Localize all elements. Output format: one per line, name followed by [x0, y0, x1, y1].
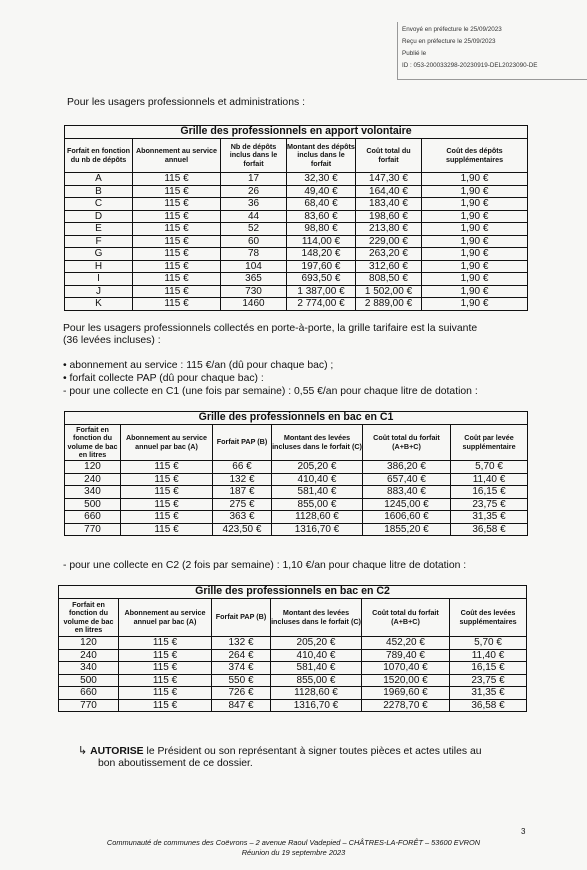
footer-meeting-date: Réunion du 19 septembre 2023	[241, 847, 346, 857]
table-cell: 115 €	[133, 248, 221, 261]
table-row	[65, 498, 528, 511]
column-header: Montant des dépôts inclus dans le forfait	[287, 139, 356, 173]
table-cell: 500	[65, 498, 121, 511]
table-row	[65, 210, 528, 223]
table-cell: 66 €	[213, 461, 272, 474]
column-header: Coût total du forfait (A+B+C)	[363, 425, 451, 461]
table-cell: 115 €	[121, 461, 213, 474]
pap-paragraph-line1: Pour les usagers professionnels collectés en porte-à-porte, la grille tarifaire est la suivante	[63, 323, 478, 334]
table-title: Grille des professionnels en bac en C1	[65, 412, 528, 425]
bullet-forfait: • forfait collecte PAP (dû pour chaque bac) :	[63, 373, 264, 384]
prefecture-stamp	[397, 22, 587, 80]
table-cell: 1245,00 €	[363, 498, 451, 511]
table-cell: 5,70 €	[451, 461, 528, 474]
table-cell: 213,80 €	[356, 223, 422, 236]
table-cell: 340	[59, 662, 119, 675]
table-cell: K	[65, 298, 133, 311]
table-cell: 340	[65, 486, 121, 499]
table-cell: 240	[65, 473, 121, 486]
table-cell: 1969,60 €	[362, 687, 450, 700]
table-cell: 660	[59, 687, 119, 700]
table-cell: 36,58 €	[450, 699, 527, 712]
column-header: Abonnement au service annuel par bac (A)	[119, 599, 212, 637]
column-header: Montant des levées incluses dans le forfait (C)	[272, 425, 363, 461]
table-cell: 770	[65, 523, 121, 536]
column-header: Abonnement au service annuel	[133, 139, 221, 173]
table-cell: 115 €	[133, 273, 221, 286]
authorise-line2: bon aboutissement de ce dossier.	[98, 758, 253, 769]
table-row	[65, 248, 528, 261]
table-cell: 1070,40 €	[362, 662, 450, 675]
table-cell: 410,40 €	[271, 649, 362, 662]
table-cell: 132 €	[213, 473, 272, 486]
table-cell: 1,90 €	[422, 198, 528, 211]
table-cell: 16,15 €	[450, 662, 527, 675]
table-cell: 660	[65, 511, 121, 524]
table-cell: 365	[221, 273, 287, 286]
table-cell: 1,90 €	[422, 285, 528, 298]
table-cell: 847 €	[212, 699, 271, 712]
table-cell: 49,40 €	[287, 185, 356, 198]
table-cell: 770	[59, 699, 119, 712]
column-header: Coût des dépôts supplémentaires	[422, 139, 528, 173]
table-cell: 198,60 €	[356, 210, 422, 223]
table-cell: 2278,70 €	[362, 699, 450, 712]
table-cell: 2 774,00 €	[287, 298, 356, 311]
column-header: Forfait en fonction du nb de dépôts	[65, 139, 133, 173]
column-header: Coût total du forfait	[356, 139, 422, 173]
table-cell: 78	[221, 248, 287, 261]
table-cell: 581,40 €	[272, 486, 363, 499]
table-cell: 115 €	[133, 223, 221, 236]
authorise-keyword: AUTORISE	[90, 746, 144, 757]
table-cell: 1,90 €	[422, 223, 528, 236]
table-cell: 60	[221, 235, 287, 248]
table-cell: 115 €	[119, 674, 212, 687]
authorise-paragraph	[78, 745, 482, 759]
table-cell: H	[65, 260, 133, 273]
table-cell: 11,40 €	[450, 649, 527, 662]
table-cell: 730	[221, 285, 287, 298]
table-cell: 1316,70 €	[272, 523, 363, 536]
column-header: Montant des levées incluses dans le forfait (C)	[271, 599, 362, 637]
footer-address: Communauté de communes des Coëvrons – 2 avenue Raoul Vadepied – CHÂTRES-LA-FORÊT – 53600 EVRON	[106, 838, 481, 847]
table-row	[59, 674, 527, 687]
table-cell: 187 €	[213, 486, 272, 499]
table-cell: 205,20 €	[271, 637, 362, 650]
table-cell: 44	[221, 210, 287, 223]
table-cell: 1,90 €	[422, 185, 528, 198]
table-cell: 1128,60 €	[271, 687, 362, 700]
table-cell: D	[65, 210, 133, 223]
table-cell: 114,00 €	[287, 235, 356, 248]
table-row	[65, 473, 528, 486]
table-cell: 855,00 €	[271, 674, 362, 687]
table-cell: 115 €	[121, 486, 213, 499]
table-row	[65, 273, 528, 286]
table-cell: 115 €	[133, 185, 221, 198]
arrow-bullet-icon: ↳	[78, 745, 88, 757]
table-cell: 115 €	[133, 235, 221, 248]
table-row	[59, 649, 527, 662]
table-cell: 115 €	[121, 511, 213, 524]
column-header: Forfait en fonction du volume de bac en litres	[65, 425, 121, 461]
table-cell: 263,20 €	[356, 248, 422, 261]
table-row	[65, 185, 528, 198]
table-cell: 120	[65, 461, 121, 474]
table-cell: 17	[221, 173, 287, 186]
table-cell: 115 €	[119, 637, 212, 650]
table-cell: 132 €	[212, 637, 271, 650]
table-cell: 312,60 €	[356, 260, 422, 273]
table-cell: 31,35 €	[450, 687, 527, 700]
table-row	[65, 523, 528, 536]
table-cell: 883,40 €	[363, 486, 451, 499]
table-cell: 36,58 €	[451, 523, 528, 536]
table-cell: 1,90 €	[422, 248, 528, 261]
table-cell: 550 €	[212, 674, 271, 687]
table-cell: 115 €	[133, 298, 221, 311]
table-cell: G	[65, 248, 133, 261]
table-title: Grille des professionnels en bac en C2	[59, 586, 527, 599]
table-cell: 115 €	[119, 662, 212, 675]
table-cell: E	[65, 223, 133, 236]
table-cell: 1460	[221, 298, 287, 311]
table-cell: 423,50 €	[213, 523, 272, 536]
table-row	[65, 235, 528, 248]
table-cell: 374 €	[212, 662, 271, 675]
table-body	[65, 461, 528, 536]
stamp-id: ID : 053-200033298-20230919-DEL2023090-DE	[402, 62, 538, 69]
table-cell: 115 €	[133, 210, 221, 223]
table-cell: 205,20 €	[272, 461, 363, 474]
table-cell: 16,15 €	[451, 486, 528, 499]
table-cell: 1316,70 €	[271, 699, 362, 712]
table-row	[59, 637, 527, 650]
table-row	[65, 298, 528, 311]
table-row	[65, 260, 528, 273]
table-cell: 52	[221, 223, 287, 236]
table-cell: 693,50 €	[287, 273, 356, 286]
table-cell: 23,75 €	[450, 674, 527, 687]
table-row	[59, 699, 527, 712]
table-cell: 26	[221, 185, 287, 198]
table-cell: 115 €	[119, 699, 212, 712]
table-cell: 1,90 €	[422, 210, 528, 223]
table-cell: 264 €	[212, 649, 271, 662]
table-cell: 5,70 €	[450, 637, 527, 650]
table-cell: 148,20 €	[287, 248, 356, 261]
table-cell: C	[65, 198, 133, 211]
table-cell: 1,90 €	[422, 260, 528, 273]
table-row	[65, 511, 528, 524]
column-header: Nb de dépôts inclus dans le forfait	[221, 139, 287, 173]
table-cell: 147,30 €	[356, 173, 422, 186]
table-cell: 104	[221, 260, 287, 273]
stamp-sent-date: Envoyé en préfecture le 25/09/2023	[402, 26, 502, 33]
column-header: Forfait PAP (B)	[212, 599, 271, 637]
table-cell: 164,40 €	[356, 185, 422, 198]
column-header: Coût total du forfait (A+B+C)	[362, 599, 450, 637]
table-cell: 1520,00 €	[362, 674, 450, 687]
table-cell: 197,60 €	[287, 260, 356, 273]
table-cell: 115 €	[121, 523, 213, 536]
table-apport-volontaire	[64, 125, 528, 311]
table-cell: 2 889,00 €	[356, 298, 422, 311]
table-cell: 1128,60 €	[272, 511, 363, 524]
table-cell: 1855,20 €	[363, 523, 451, 536]
table-row	[59, 662, 527, 675]
table-cell: 500	[59, 674, 119, 687]
table-cell: 115 €	[133, 173, 221, 186]
table-cell: 726 €	[212, 687, 271, 700]
page-number: 3	[521, 827, 526, 836]
table-cell: 1606,60 €	[363, 511, 451, 524]
table-cell: 855,00 €	[272, 498, 363, 511]
table-row	[59, 687, 527, 700]
authorise-line1: le Président ou son représentant à signer toutes pièces et actes utiles au	[143, 746, 482, 757]
table-cell: 410,40 €	[272, 473, 363, 486]
column-header: Coût par levée supplémentaire	[451, 425, 528, 461]
table-cell: 31,35 €	[451, 511, 528, 524]
table-cell: 115 €	[133, 260, 221, 273]
dash-c1: - pour une collecte en C1 (une fois par semaine) : 0,55 €/an pour chaque litre de dotation :	[63, 386, 478, 397]
table-bac-c2	[58, 585, 527, 712]
table-row	[65, 173, 528, 186]
table-cell: 275 €	[213, 498, 272, 511]
table-cell: 1,90 €	[422, 273, 528, 286]
table-cell: 386,20 €	[363, 461, 451, 474]
column-header: Forfait en fonction du volume de bac en litres	[59, 599, 119, 637]
pap-paragraph-line2: (36 levées incluses) :	[63, 335, 161, 346]
footer	[0, 838, 587, 857]
table-bac-c1	[64, 411, 528, 536]
table-cell: 115 €	[133, 285, 221, 298]
table-body	[65, 173, 528, 311]
table-cell: 23,75 €	[451, 498, 528, 511]
table-cell: 98,80 €	[287, 223, 356, 236]
column-header: Coût des levées supplémentaires	[450, 599, 527, 637]
table-cell: 1,90 €	[422, 235, 528, 248]
column-header: Abonnement au service annuel par bac (A)	[121, 425, 213, 461]
table-cell: 452,20 €	[362, 637, 450, 650]
table-cell: A	[65, 173, 133, 186]
column-header: Forfait PAP (B)	[213, 425, 272, 461]
table-cell: 363 €	[213, 511, 272, 524]
table-row	[65, 223, 528, 236]
table-cell: 36	[221, 198, 287, 211]
dash-c2: - pour une collecte en C2 (2 fois par semaine) : 1,10 €/an pour chaque litre de dotation :	[63, 560, 467, 571]
table-cell: 229,00 €	[356, 235, 422, 248]
table-cell: 11,40 €	[451, 473, 528, 486]
table-cell: 32,30 €	[287, 173, 356, 186]
table-cell: 115 €	[121, 498, 213, 511]
table-row	[65, 198, 528, 211]
table-cell: 581,40 €	[271, 662, 362, 675]
table-cell: 115 €	[121, 473, 213, 486]
table-cell: 115 €	[119, 649, 212, 662]
bullet-abonnement: • abonnement au service : 115 €/an (dû pour chaque bac) ;	[63, 360, 334, 371]
table-row	[65, 285, 528, 298]
table-cell: I	[65, 273, 133, 286]
table-cell: 808,50 €	[356, 273, 422, 286]
table-cell: 1 502,00 €	[356, 285, 422, 298]
table-row	[65, 486, 528, 499]
table-body	[59, 637, 527, 712]
table-cell: B	[65, 185, 133, 198]
table-cell: 120	[59, 637, 119, 650]
table-cell: 789,40 €	[362, 649, 450, 662]
table-cell: F	[65, 235, 133, 248]
table-cell: 1,90 €	[422, 173, 528, 186]
table-cell: 1,90 €	[422, 298, 528, 311]
table-cell: 1 387,00 €	[287, 285, 356, 298]
table-cell: 83,60 €	[287, 210, 356, 223]
table-cell: 240	[59, 649, 119, 662]
intro-text: Pour les usagers professionnels et administrations :	[67, 97, 305, 108]
table-cell: 183,40 €	[356, 198, 422, 211]
table-cell: 115 €	[133, 198, 221, 211]
table-row	[65, 461, 528, 474]
table-cell: 657,40 €	[363, 473, 451, 486]
stamp-published: Publié le	[402, 50, 427, 57]
table-cell: 115 €	[119, 687, 212, 700]
table-cell: J	[65, 285, 133, 298]
table-title: Grille des professionnels en apport volontaire	[65, 126, 528, 139]
table-cell: 68,40 €	[287, 198, 356, 211]
stamp-received-date: Reçu en préfecture le 25/09/2023	[402, 38, 496, 45]
